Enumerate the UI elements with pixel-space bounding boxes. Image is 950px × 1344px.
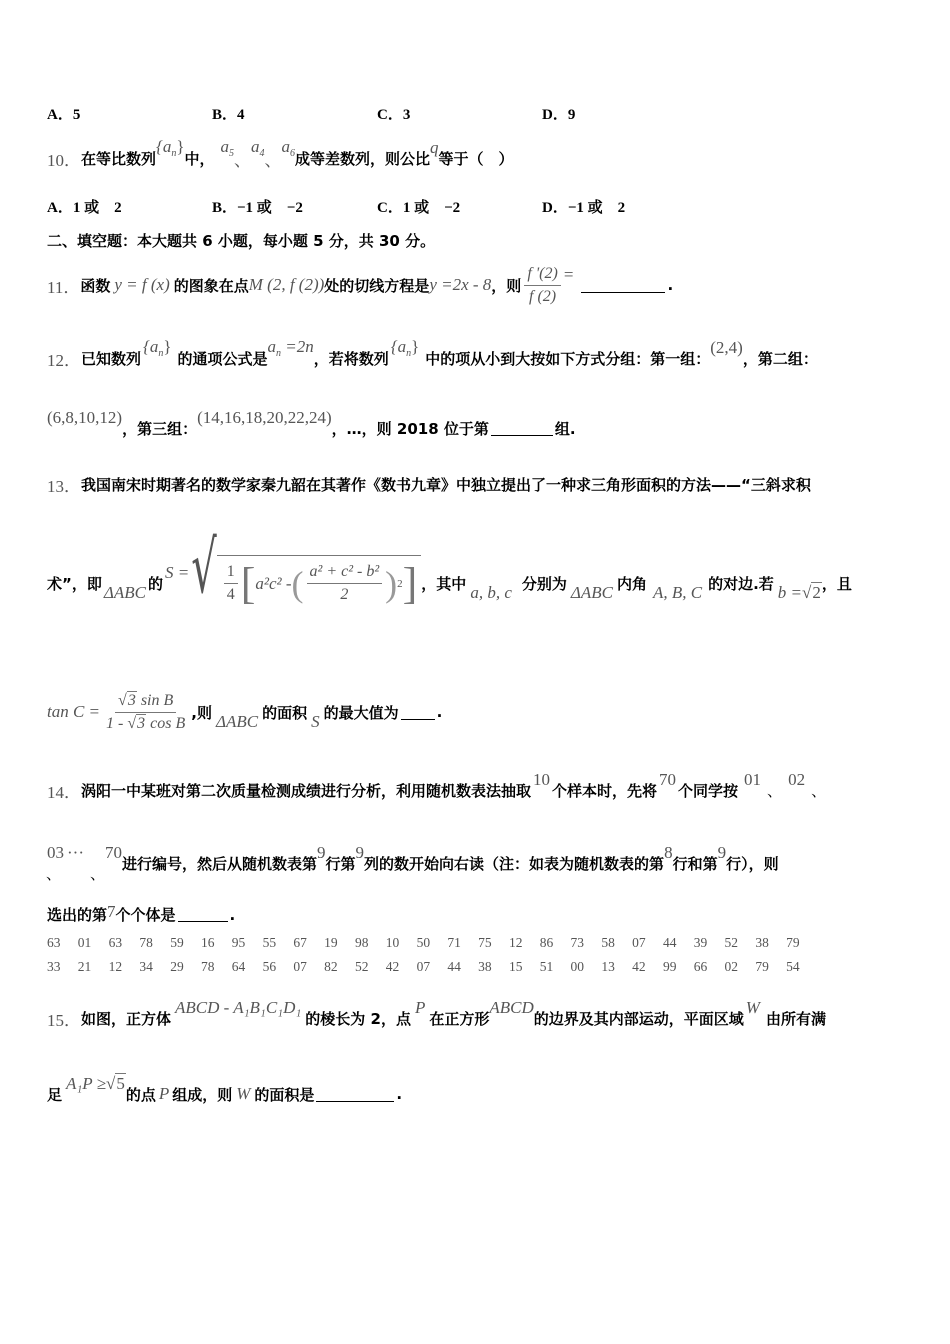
random-table-cell: 59 [170,935,184,950]
math-sqrt5: √5 [105,1074,125,1093]
text: 的通项公式是 [177,349,268,368]
numerator: 1 [224,563,238,584]
text: 选出的第 [47,906,108,924]
a: a [267,337,277,356]
text: 、 [767,781,783,800]
denominator: 4 [226,586,235,603]
math-condition: A₁P ≥ [66,1074,106,1093]
random-table-cell: 78 [200,959,215,974]
math: ··· [67,843,84,862]
random-table-cell: 39 [693,935,708,950]
text: 中的项从小到大按如下方式分组：第一组： [425,349,711,368]
random-table-cell: 10 [385,935,400,950]
group-2: (6,8,10,12) [47,408,123,427]
bracket-right: ] [402,559,418,608]
random-table-cell: 02 [724,959,739,974]
random-table-cell: 19 [324,935,338,950]
seq: {a [143,337,159,356]
sep: 、 [264,150,282,170]
q-number: 10． [47,150,81,170]
fraction [307,563,383,604]
q10-option-c: C．1 或 −2 [377,200,461,216]
group-3: (14,16,18,20,22,24) [197,408,332,427]
text: 个同学按 [678,781,739,800]
random-table-cell: 15 [508,959,523,974]
math-a4 [251,137,265,159]
math-a5 [221,137,235,159]
math-cube: ABCD - A₁B₁C₁D₁ [175,998,302,1017]
math-w: W [745,998,760,1017]
text: 足 [47,1085,63,1104]
random-table-cell: 78 [139,935,153,950]
math-p: P [414,998,426,1017]
question-13-line1 [47,472,811,497]
answer-blank[interactable] [316,1087,394,1102]
text: . [667,276,674,294]
q9-option-d: D．9 [542,107,576,123]
random-table-cell: 55 [262,935,277,950]
random-table-cell: 13 [601,959,615,974]
q-number: 14． [47,782,81,802]
text: 的面积 [262,703,308,722]
q-number: 12． [47,350,81,370]
random-table-cell: 64 [231,959,246,974]
fraction [103,692,188,733]
text: 术”，即 [47,574,102,593]
math-triangle: ΔABC [215,712,259,731]
a: a [281,137,291,156]
answer-blank[interactable] [178,907,228,922]
math-tan: tan C = [47,702,101,721]
sub: n [158,348,164,359]
random-table-cell: 38 [478,959,492,974]
text: 个个体是 [115,906,176,924]
text: 等于（ ） [438,149,514,168]
random-table-cell: 44 [447,959,461,974]
text: 行和第 [672,854,718,873]
radical-icon: √ [191,527,217,610]
random-table-cell: 44 [662,935,677,950]
text: 行），则 [726,854,779,873]
text: 个样本时，先将 [552,781,658,800]
brace: } [163,337,172,356]
text: ，第三组： [122,419,198,438]
random-table-cell: 63 [47,935,61,950]
sub: n [406,348,412,359]
sub: 6 [290,148,296,159]
text: 涡阳一中某班对第二次质量检测成绩进行分析，利用随机数表法抽取 [81,781,532,800]
q10-option-d: D．−1 或 2 [542,200,626,216]
math-square: ABCD [489,998,534,1017]
text: 的面积是 [254,1085,315,1104]
random-number-table [47,935,817,983]
group-1: (2,4) [710,338,743,357]
math: 01 [744,770,762,789]
text: ，若将数列 [313,349,389,368]
text: . [436,703,443,721]
text: 由所有满 [765,1009,826,1028]
text: cos B [146,714,186,732]
random-table-cell: 16 [200,935,215,950]
numerator: √3 sin B [115,692,176,713]
section-heading: 二、填空题：本大题共 6 小题，每小题 5 分，共 30 分。 [47,232,436,250]
random-table-cell: 29 [170,959,184,974]
random-table-cell: 42 [385,959,400,974]
numerator: f '(2) [524,265,561,286]
text: 组成，则 [172,1085,233,1104]
random-table-cell: 50 [416,935,431,950]
random-table-cell: 38 [755,935,769,950]
sub: n [171,148,177,159]
q9-option-a: A．5 [47,107,81,123]
math: y = f (x) [114,275,170,294]
math-p: P [158,1084,170,1103]
math: 7 [107,901,116,921]
q-number: 15． [47,1010,81,1030]
question-14-line3 [47,901,236,925]
text: . [229,905,236,924]
text: 1 - [106,714,128,732]
random-table-cell: 98 [354,935,369,950]
random-table-cell: 58 [601,935,615,950]
math: 02 [788,770,806,789]
random-table-cell: 73 [570,935,585,950]
answer-blank[interactable] [581,278,665,293]
text: 进行编号，然后从随机数表第 [122,854,318,873]
math: 70 [659,770,677,789]
math-triangle: ΔABC [103,583,146,602]
q10-option-b: B．−1 或 −2 [212,200,303,216]
random-table-cell: 07 [632,935,646,950]
text: ，则 [491,276,522,295]
random-table-cell: 51 [539,959,554,974]
random-table-cell: 82 [324,959,338,974]
text: ，…，则 2018 位于第 [331,419,489,438]
text: 中， [184,149,215,168]
random-table-cell: 56 [262,959,277,974]
math-b: b = [777,583,803,602]
text: 我国南宋时期著名的数学家秦九韶在其著作《数书九章》中独立提出了一种求三角形面积的方法——“三斜求积 [81,476,811,494]
random-table-row [47,935,817,959]
paren-right: ) [385,563,398,604]
text: 如图，正方体 [81,1009,172,1028]
q-number: 13． [47,477,81,496]
random-table-cell: 42 [632,959,646,974]
equals: = [563,265,574,284]
random-table-cell: 12 [108,959,123,974]
sub: 4 [259,148,265,159]
text: 列的数开始向右读（注：如表为随机数表的第 [364,854,665,873]
fraction [224,563,238,604]
random-table-cell: 01 [77,935,92,950]
math-seq [391,337,419,359]
radicand: 5 [116,1074,125,1093]
denominator: 2 [340,586,349,603]
eq: =2n [281,337,314,356]
question-14-line2 [47,845,779,881]
fraction [524,265,561,306]
math-abc: a, b, c [470,583,512,602]
random-table-cell: 67 [293,935,307,950]
math-formula [268,337,314,359]
random-table-cell: 21 [77,959,92,974]
random-table-cell: 52 [724,935,739,950]
numerator: a² + c² - b² [307,563,383,584]
text: 、 [811,781,827,800]
math: 8 [664,843,673,862]
seq: {a [156,137,172,156]
q9-option-c: C．3 [377,107,411,123]
radicand: 3 [137,714,146,732]
bracket-left: [ [240,559,256,608]
denominator: f (2) [529,287,557,305]
math: M (2, f (2)) [248,275,325,294]
text: ，且 [821,574,852,593]
math: y =2x - 8 [429,275,492,294]
text: 、 [46,864,62,883]
question-14-line1 [47,772,826,808]
text: 分别为 [521,574,567,593]
text: 的对边.若 [708,574,774,593]
radicand: 2 [812,583,821,602]
text: 在等比数列 [81,149,157,168]
math: 9 [717,843,727,862]
random-table-cell: 00 [570,959,585,974]
seq: {a [390,337,407,356]
text: 在正方形 [429,1009,490,1028]
math: 9 [355,843,365,862]
random-table-cell: 66 [693,959,708,974]
exponent: 2 [397,577,403,590]
math: 10 [533,770,551,789]
brace: } [176,137,185,156]
random-table-cell: 86 [539,935,554,950]
answer-blank[interactable] [401,705,435,720]
text: 的点 [125,1085,156,1104]
random-table-row [47,959,817,983]
random-table-cell: 95 [231,935,246,950]
text: 的 [147,574,163,593]
random-table-cell: 63 [108,935,123,950]
math: 9 [317,843,326,862]
math: a²c² - [255,573,292,593]
math-a6 [282,137,296,159]
random-table-cell: 71 [447,935,461,950]
question-13-line2 [47,527,852,618]
random-table-cell: 54 [786,959,800,974]
brace: } [411,337,420,356]
text: sin B [136,691,174,709]
sub: n [276,348,282,359]
text: 的图象在点 [173,276,249,295]
text: 内角 [616,574,647,593]
question-11 [47,255,673,315]
math-angles: A, B, C [652,583,703,602]
text: ,则 [191,703,212,722]
random-table-cell: 12 [508,935,523,950]
text: 的最大值为 [323,703,399,722]
text: 行第 [325,854,356,873]
paren-left: ( [291,563,304,604]
sqrt-formula [191,527,421,611]
text: 处的切线方程是 [324,276,430,295]
math-w: W [236,1084,251,1103]
math-q: q [430,138,439,157]
random-table-cell: 79 [786,935,800,950]
a: a [251,137,260,156]
denominator: 1 - √3 cos B [106,714,186,732]
random-table-cell: 52 [354,959,369,974]
question-15-line1 [47,1000,826,1036]
random-table-cell: 07 [416,959,431,974]
text: . [396,1085,403,1103]
math-s: S = [164,563,190,582]
math-s: S [311,712,320,731]
answer-blank[interactable] [491,421,553,436]
random-table-cell: 33 [47,959,61,974]
question-13-line3 [47,682,442,742]
q-number: 11． [47,277,81,297]
random-table-cell: 07 [293,959,307,974]
text: ，其中 [421,574,467,593]
question-12-line1 [47,337,818,376]
text: ，第二组： [742,349,818,368]
math: 70 [105,843,123,862]
text: 的边界及其内部运动，平面区域 [533,1009,744,1028]
question-10 [47,137,514,176]
text: 组. [554,419,576,438]
a: a [220,137,230,156]
text: 函数 [80,276,111,295]
text: 已知数列 [81,349,142,368]
q10-option-a: A．1 或 2 [47,200,122,216]
question-12-line2 [47,410,576,446]
sep: 、 [234,150,252,170]
random-table-cell: 99 [662,959,677,974]
math: 03 [47,843,64,862]
math-triangle: ΔABC [570,583,613,602]
random-table-cell: 79 [755,959,769,974]
math-sqrt2: √2 [802,583,821,602]
question-15-line2 [47,1076,402,1112]
sub: 5 [229,148,235,159]
random-table-cell: 75 [478,935,492,950]
math-seq [143,337,171,359]
math-seq [156,137,184,159]
radicand: 3 [127,691,136,709]
q9-option-b: B．4 [212,107,245,123]
text: 成等差数列，则公比 [295,149,431,168]
text: 的棱长为 2，点 [305,1009,411,1028]
text: 、 [90,864,106,883]
random-table-cell: 34 [139,959,153,974]
